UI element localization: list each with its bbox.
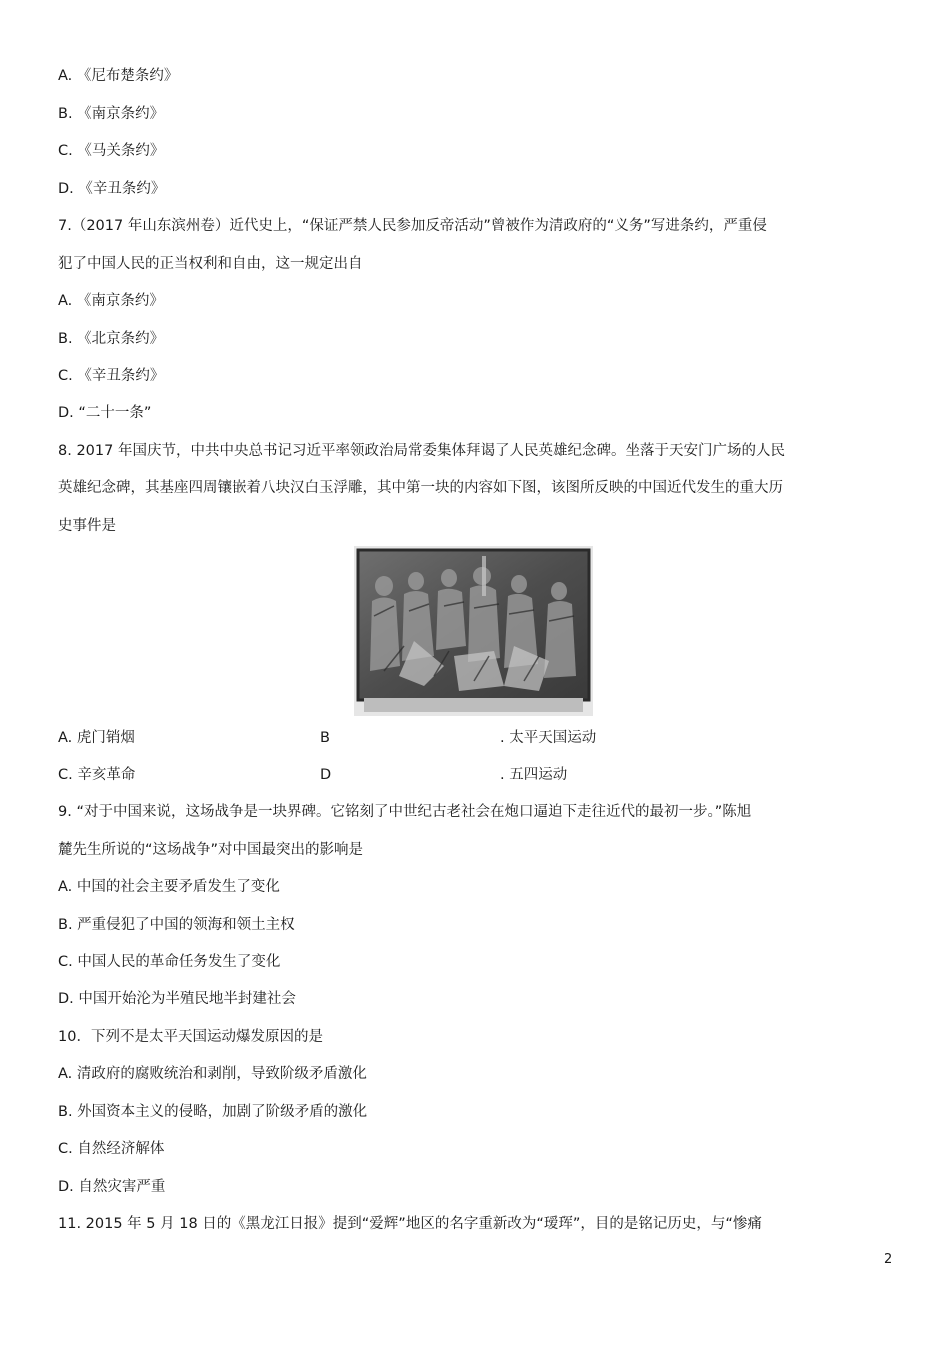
q10-option-a: A. 清政府的腐败统治和剥削，导致阶级矛盾激化 — [58, 1066, 367, 1082]
q11-stem-line1: 11. 2015 年 5 月 18 日的《黑龙江日报》提到“爱辉”地区的名字重新改为“瑷珲”，目的是铭记历史，与“惨痛 — [58, 1216, 762, 1232]
q8-stem-line2: 英雄纪念碑，其基座四周镶嵌着八块汉白玉浮雕，其中第一块的内容如下图，该图所反映的中国近代发生的重大历 — [58, 480, 783, 496]
q9-stem-line2: 麓先生所说的“这场战争”对中国最突出的影响是 — [58, 842, 364, 858]
q9-option-a: A. 中国的社会主要矛盾发生了变化 — [58, 879, 280, 895]
q7-option-d: D. “二十一条” — [58, 405, 152, 421]
q9-option-d: D. 中国开始沦为半殖民地半封建社会 — [58, 991, 296, 1007]
q6-option-c: C. 《马关条约》 — [58, 143, 165, 159]
q6-option-d: D. 《辛丑条约》 — [58, 181, 166, 197]
q8-option-b-text: . 太平天国运动 — [500, 730, 597, 746]
relief-sculpture-illustration — [354, 546, 593, 716]
q6-option-a: A. 《尼布楚条约》 — [58, 68, 179, 84]
q10-stem: 10．下列不是太平天国运动爆发原因的是 — [58, 1029, 323, 1045]
q7-stem-line2: 犯了中国人民的正当权利和自由，这一规定出自 — [58, 256, 363, 272]
q8-option-d-letter: D — [320, 767, 332, 783]
q8-stem-line3: 史事件是 — [58, 518, 116, 534]
q8-option-b-letter: B — [320, 730, 330, 746]
q8-stem-line1: 8. 2017 年国庆节，中共中央总书记习近平率领政治局常委集体拜谒了人民英雄纪念碑。坐落于天安门广场的人民 — [58, 443, 785, 459]
q8-option-a: A. 虎门销烟 — [58, 730, 135, 746]
q9-option-c: C. 中国人民的革命任务发生了变化 — [58, 954, 281, 970]
q10-option-c: C. 自然经济解体 — [58, 1141, 165, 1157]
q7-option-b: B. 《北京条约》 — [58, 331, 165, 347]
q10-option-d: D. 自然灾害严重 — [58, 1179, 166, 1195]
q7-stem-line1: 7.（2017 年山东滨州卷）近代史上，“保证严禁人民参加反帝活动”曾被作为清政府的“义务”写进条约，严重侵 — [58, 218, 767, 234]
q8-options-row-2 — [58, 765, 618, 785]
relief-sculpture-image — [354, 546, 593, 716]
q7-option-c: C. 《辛丑条约》 — [58, 368, 165, 384]
q8-options-row-1 — [58, 728, 618, 748]
q9-option-b: B. 严重侵犯了中国的领海和领土主权 — [58, 917, 295, 933]
page-number: 2 — [884, 1252, 893, 1267]
q7-option-a: A. 《南京条约》 — [58, 293, 164, 309]
q9-stem-line1: 9. “对于中国来说，这场战争是一块界碑。它铭刻了中世纪古老社会在炮口逼迫下走往近代的最初一步。”陈旭 — [58, 804, 752, 820]
q8-option-d-text: . 五四运动 — [500, 767, 568, 783]
q10-option-b: B. 外国资本主义的侵略，加剧了阶级矛盾的激化 — [58, 1104, 368, 1120]
q8-option-c: C. 辛亥革命 — [58, 767, 136, 783]
q6-option-b: B. 《南京条约》 — [58, 106, 165, 122]
